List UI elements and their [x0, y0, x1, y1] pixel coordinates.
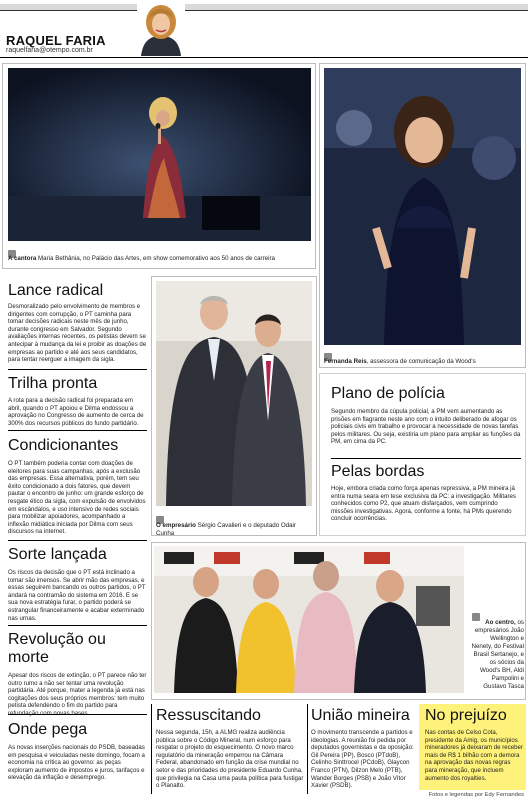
text-sorte-lancada: Os riscos da decisão que o PT está inclinado a tomar são imensos. Se abrir mão das empresas, e essas seguirem bancando os outros partidos, o PT andará na contramão do sistema em 2016. E se sua nova estratégia furar, o partido poderá se estrangular financeiramente e acabar exterminado nas urnas. [8, 569, 146, 622]
section-rule [331, 458, 521, 459]
bottom-section-3 [425, 707, 523, 782]
text-plano-de-policia: Segundo membro da cúpula policial, a PM vem aumentando as prisões em flagrante neste ano com o intuito deliberado de afogar os policiais civis em trabalho e provocar a necessidade de novas tarefas pelos militares. Ou seja, existiria um plano para ampliar as funções da PM, em cima da PC. [331, 408, 521, 446]
right-section-1 [331, 385, 521, 446]
left-section-5 [8, 631, 147, 718]
columnist-name: RAQUEL FARIA [6, 33, 106, 48]
photo-credit: Fotos e legendas por Edy Fernandes [428, 792, 524, 798]
bottom-divider-2 [307, 704, 308, 794]
heading-plano-de-policia: Plano de polícia [331, 385, 445, 402]
heading-trilha-pronta: Trilha pronta [8, 375, 98, 392]
text-pelas-bordas: Hoje, embora criada como força apenas repressiva, a PM mineira já entra numa seara em tese exclusiva da PC: a investigação. Militares conhecidos como P2, que atuam disfarçados, vem cumprindo missões investigativas. Agora, conforme a fonte, há PMs querendo concluir ocorrências. [331, 485, 516, 523]
right-section-2 [331, 463, 521, 523]
text-trilha-pronta: A rota para a decisão radical foi preparada em abril, quando o PT apoiou e Dilma endossou a aprovação no Congresso de aumento de cerca de 300% dos recursos públicos do fundo partidário. [8, 397, 144, 427]
bottom-divider-1 [151, 704, 152, 794]
text-lance-radical: Desmoralizado pelo envolvimento de membros e dirigentes com corrupção, o PT caminha para tomar decisões radicais neste mês de junho, durante congresso em Salvador. Segundo avaliações internas recentes, os petistas devem se antecipar à mudança da lei e proibir as doações de empresas ao partido e até aos seus candidatos, para tentar reerguer a imagem da sigla. [8, 303, 147, 364]
text-revolucao-ou-morte: Apesar dos riscos de extinção, o PT parece não ter outro rumo a não ser tentar uma revolução partidária. Até porque, mater a legenda já está nas cogitações dos seus próprios membros: tem muito petista defendendo o fim do partido para [8, 672, 147, 710]
text-condicionantes: O PT também poderia contar com doações de eleitores para suas campanhas, após a exclusão das empresas. Essa alternativa, porém, tem seu êxito condicionado a dois fatores, que devem pautar o encontro de junho: um grande esforço de resgate ético da sigla, com expulsão de envolvidos em escândalos, e uso intensivo de redes sociais para mobilizar apoiadores, acompanhado a inflexão midiática iniciada por Dilma com seus discursos na internet. [8, 460, 146, 536]
section-rule [8, 625, 147, 626]
caption-bethania: A cantora Maria Bethânia, no Palácio das Artes, em show comemorativo aos 50 anos de carreira [8, 255, 275, 262]
caption-group: Ao centro, os empresários João Wellington e Nenety, do Festival Brasil Sertanejo, e os sócios da Wood's BH, Aldi Pampolini e Gustavo Tasca [471, 619, 524, 690]
text-ressuscitando: Nessa segunda, 15h, a ALMG realiza audiência pública sobre o Código Mineral, num esforço para resgatar o projeto do esquecimento. O novo marco regulatório da mineração emperrou na Câmara Federal, abandonado em função da crise mundial no setor e das prioridades do presidente Eduardo Cunha, que privilegia na Casa uma pauta política para fustigar o Planalto. [156, 729, 304, 790]
bottom-section-1 [156, 707, 304, 790]
left-column [8, 282, 147, 364]
photo-cavalieri[interactable] [156, 281, 312, 506]
section-rule [8, 369, 147, 370]
heading-ressuscitando: Ressuscitando [156, 707, 261, 724]
heading-revolucao-ou-morte: Revolução ou morte [8, 631, 106, 666]
bottom-section-2 [311, 707, 415, 790]
photo-fernanda[interactable] [324, 68, 521, 345]
heading-sorte-lancada: Sorte lançada [8, 546, 107, 563]
top-rule-line [0, 10, 528, 11]
heading-no-prejuizo: No prejuízo [425, 707, 507, 724]
text-no-prejuizo: Nas contas de Celso Cota, presidente da Amig, os municípios mineradores já deixaram de receber mais de R$ 1 bilhão com a demora na aprovação das novas regras para mineração, que incluem aumento dos royalties. [425, 729, 523, 782]
text-onde-pega: As novas inserções nacionais do PSDB, baseadas em pesquisa e veiculadas neste domingo, focam a economia na crítica ao governo: as peças exploram aumento de impostos e juros, tarifaços e elevação da inflação e desemprego. [8, 744, 145, 782]
left-section-3 [8, 437, 147, 536]
header-rule [0, 57, 528, 58]
heading-condicionantes: Condicionantes [8, 437, 119, 454]
photo-bethania[interactable] [8, 68, 311, 241]
heading-onde-pega: Onde pega [8, 721, 88, 738]
heading-lance-radical: Lance radical [8, 282, 104, 299]
left-section-6 [8, 721, 147, 782]
section-rule [8, 430, 147, 431]
caption-cavalieri: O empresário Sérgio Cavalieri e o deputado Odair Cunha [156, 522, 296, 537]
section-rule [8, 540, 147, 541]
section-rule [8, 714, 147, 715]
photo-group[interactable] [154, 546, 464, 693]
columnist-avatar [137, 0, 185, 56]
heading-uniao-mineira: União mineira [311, 707, 410, 724]
heading-pelas-bordas: Pelas bordas [331, 463, 425, 480]
columnist-email[interactable]: raquelfaria@otempo.com.br [6, 47, 93, 54]
left-section-4 [8, 546, 147, 622]
left-section-2 [8, 375, 147, 427]
caption-fernanda: Fernanda Reis, assessora de comunicação da Wood's [324, 358, 476, 365]
text-uniao-mineira: O movimento transcende a partidos e ideologias. A reunião foi pedida por deputados governistas e da oposição: Gil Pereira (PP), Bosco (PTdoB), Celinho Sinttrocel (PCdoB), Glaycon Franco (PTN), Dilzon Melo (PTB), Wander Borges (PSB) e João Vítor Xavier (PSDB). [311, 729, 414, 790]
